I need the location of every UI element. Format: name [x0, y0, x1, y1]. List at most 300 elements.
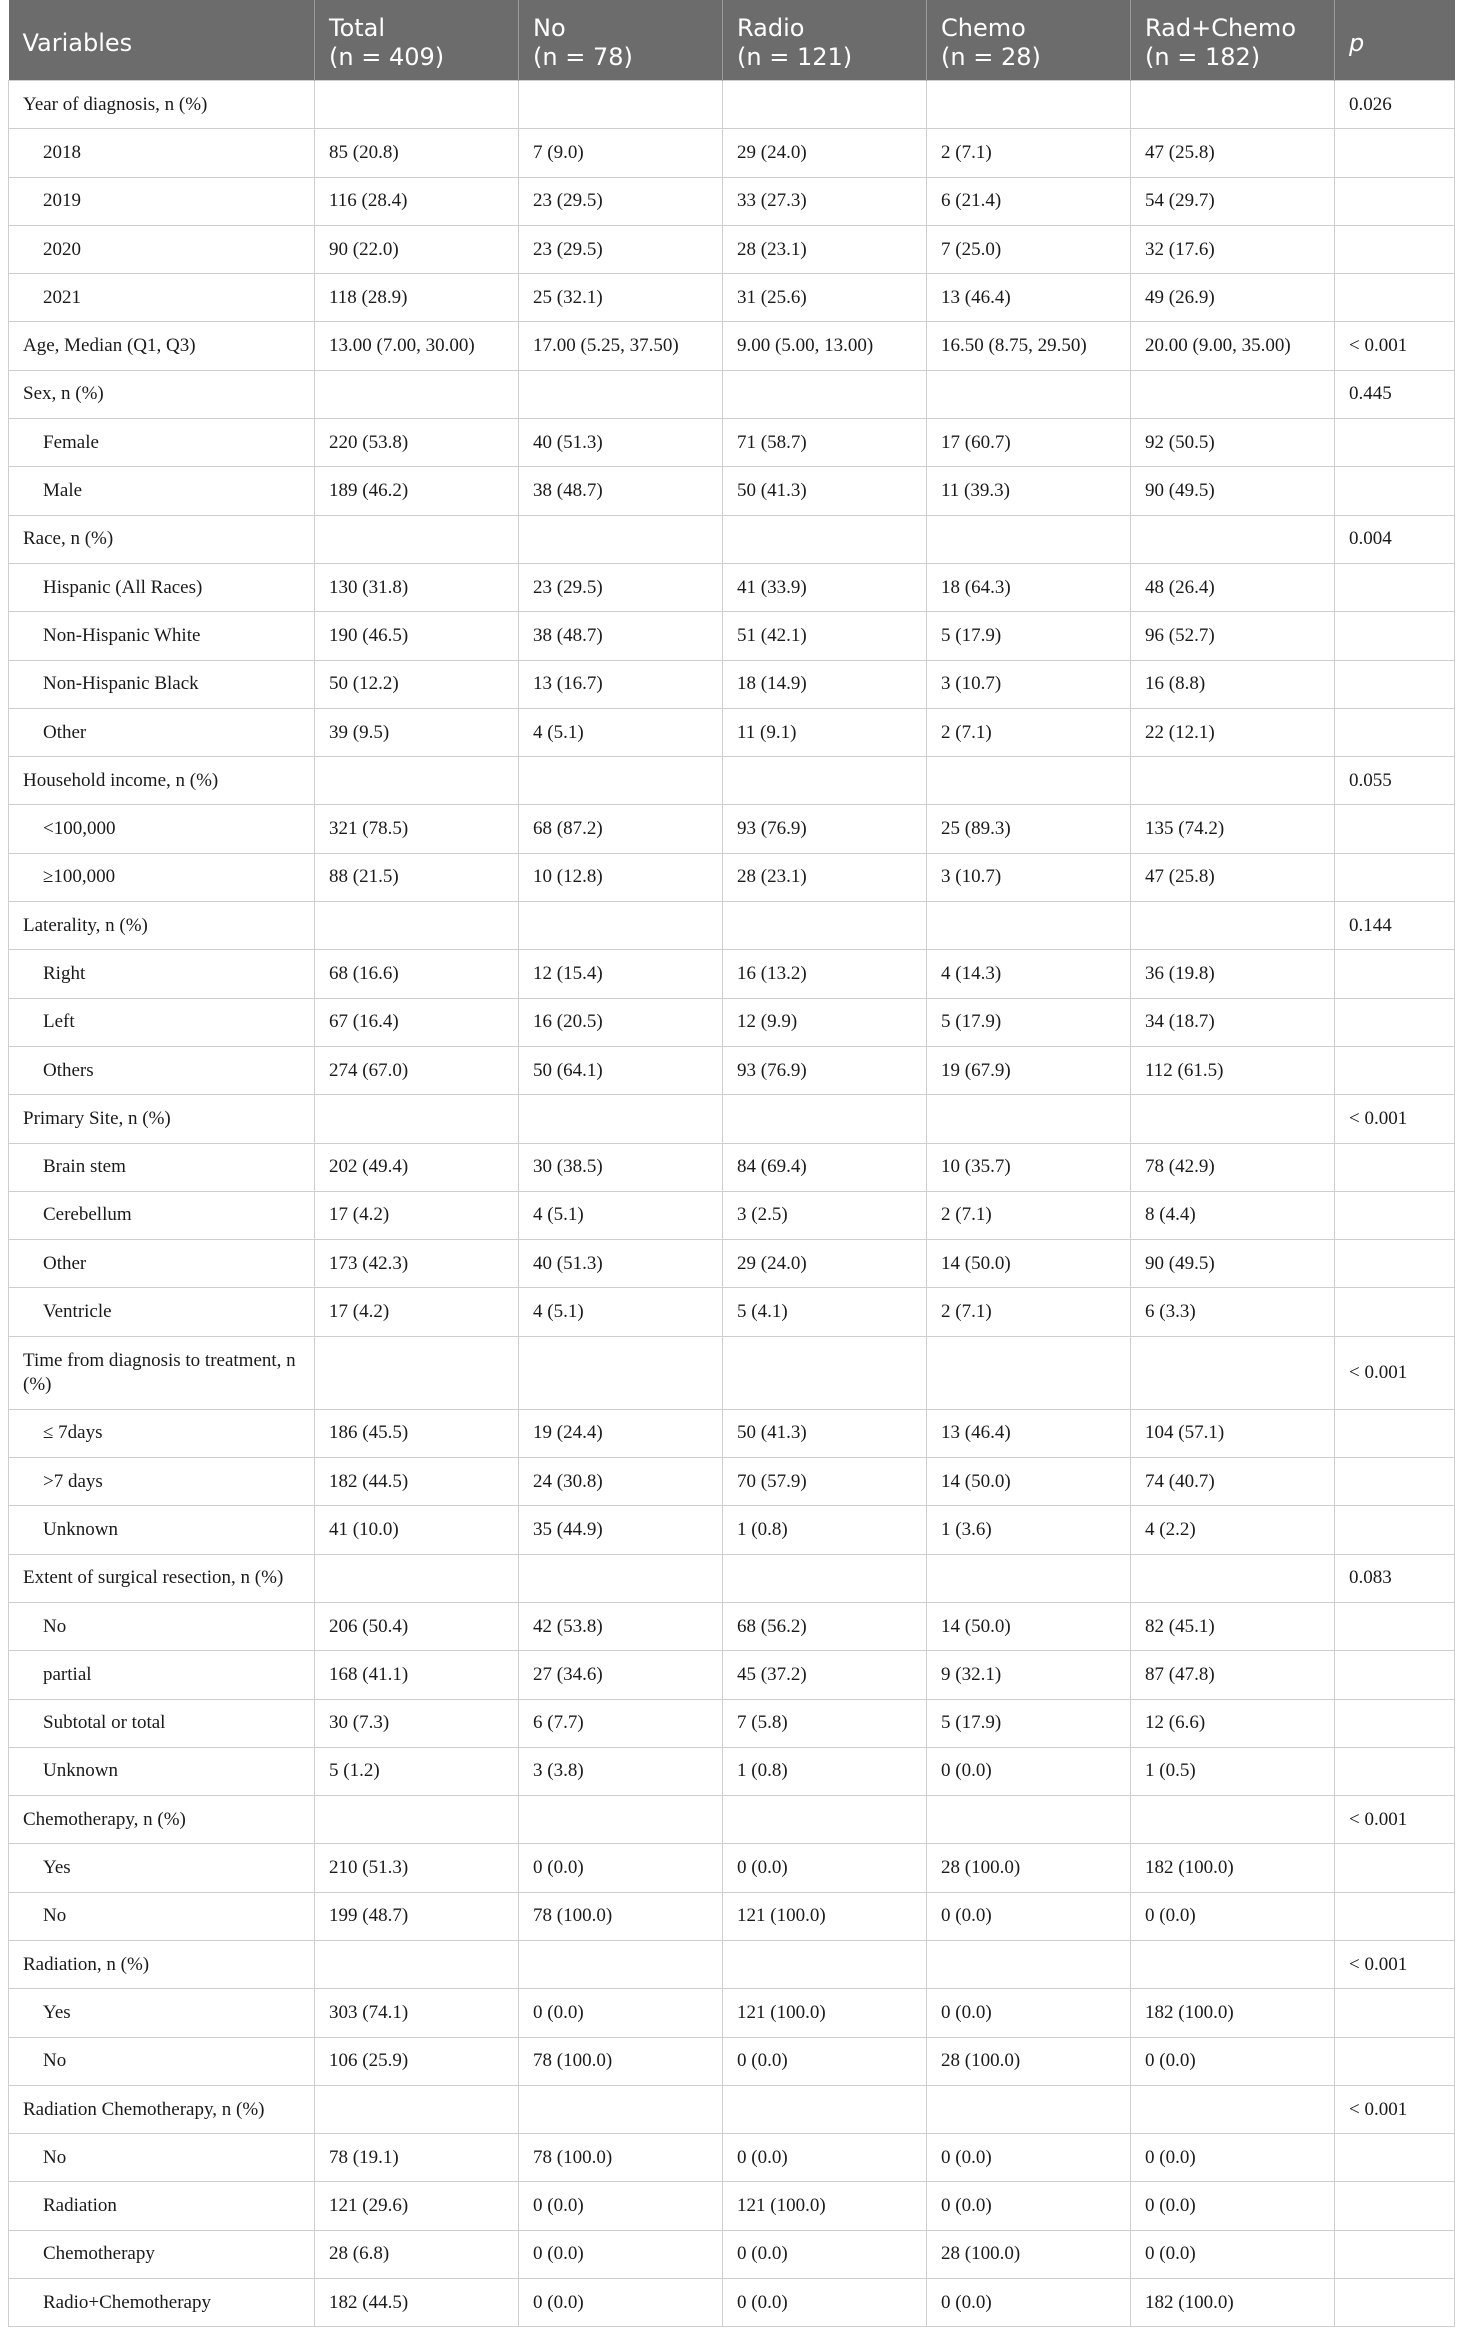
chemo-cell: 0 (0.0): [927, 2134, 1131, 2182]
total-cell: [315, 515, 519, 563]
no-cell: 3 (3.8): [519, 1747, 723, 1795]
radio-cell: [723, 370, 927, 418]
radio-cell: [723, 1554, 927, 1602]
radio-cell: 1 (0.8): [723, 1747, 927, 1795]
total-cell: 130 (31.8): [315, 563, 519, 611]
header-label: p: [1349, 28, 1365, 57]
table-row: [9, 2182, 1455, 2230]
rad-chemo-cell: 47 (25.8): [1131, 853, 1335, 901]
variable-cell: Non-Hispanic White: [9, 612, 315, 660]
no-cell: 40 (51.3): [519, 1240, 723, 1288]
p-value-cell: [1335, 563, 1455, 611]
radio-cell: 18 (14.9): [723, 660, 927, 708]
rad-chemo-cell: [1131, 370, 1335, 418]
chemo-cell: 25 (89.3): [927, 805, 1131, 853]
rad-chemo-cell: [1131, 1095, 1335, 1143]
no-cell: 23 (29.5): [519, 177, 723, 225]
table-row: [9, 225, 1455, 273]
radio-cell: 29 (24.0): [723, 129, 927, 177]
rad-chemo-cell: 32 (17.6): [1131, 225, 1335, 273]
p-value-cell: [1335, 660, 1455, 708]
p-value-cell: [1335, 2230, 1455, 2278]
rad-chemo-cell: 6 (3.3): [1131, 1288, 1335, 1336]
total-cell: [315, 1796, 519, 1844]
no-cell: 38 (48.7): [519, 612, 723, 660]
chemo-cell: 2 (7.1): [927, 1288, 1131, 1336]
rad-chemo-cell: 4 (2.2): [1131, 1506, 1335, 1554]
rad-chemo-cell: 90 (49.5): [1131, 467, 1335, 515]
total-cell: 168 (41.1): [315, 1651, 519, 1699]
rad-chemo-cell: [1131, 1336, 1335, 1409]
chemo-cell: 14 (50.0): [927, 1602, 1131, 1650]
table-row: [9, 708, 1455, 756]
total-cell: [315, 1554, 519, 1602]
rad-chemo-cell: 54 (29.7): [1131, 177, 1335, 225]
table-row: [9, 2230, 1455, 2278]
radio-cell: [723, 902, 927, 950]
chemo-cell: 5 (17.9): [927, 1699, 1131, 1747]
no-cell: [519, 1095, 723, 1143]
rad-chemo-cell: [1131, 2085, 1335, 2133]
radio-cell: 84 (69.4): [723, 1143, 927, 1191]
table-row-group: [9, 1336, 1455, 1409]
table-row: [9, 1989, 1455, 2037]
table-row: [9, 1458, 1455, 1506]
total-cell: 85 (20.8): [315, 129, 519, 177]
p-value-cell: [1335, 467, 1455, 515]
total-cell: 30 (7.3): [315, 1699, 519, 1747]
table-row: [9, 177, 1455, 225]
radio-cell: 16 (13.2): [723, 950, 927, 998]
total-cell: 68 (16.6): [315, 950, 519, 998]
table-row: [9, 467, 1455, 515]
total-cell: [315, 2085, 519, 2133]
rad-chemo-cell: 182 (100.0): [1131, 2279, 1335, 2327]
radio-cell: 11 (9.1): [723, 708, 927, 756]
variable-cell: partial: [9, 1651, 315, 1699]
no-cell: 23 (29.5): [519, 563, 723, 611]
radio-cell: 5 (4.1): [723, 1288, 927, 1336]
p-value-cell: [1335, 225, 1455, 273]
table-row-group: [9, 1095, 1455, 1143]
radio-cell: 0 (0.0): [723, 2230, 927, 2278]
total-cell: 116 (28.4): [315, 177, 519, 225]
variable-cell: >7 days: [9, 1458, 315, 1506]
table-row-group: [9, 81, 1455, 129]
rad-chemo-cell: [1131, 757, 1335, 805]
header-label: Variables: [22, 28, 133, 57]
no-cell: 23 (29.5): [519, 225, 723, 273]
chemo-cell: 28 (100.0): [927, 1844, 1131, 1892]
chemo-cell: 5 (17.9): [927, 998, 1131, 1046]
table-container: [8, 0, 1454, 2327]
total-cell: [315, 370, 519, 418]
chemo-cell: 0 (0.0): [927, 1892, 1131, 1940]
total-cell: 39 (9.5): [315, 708, 519, 756]
p-value-cell: < 0.001: [1335, 2085, 1455, 2133]
header-count: (n = 182): [1145, 43, 1261, 71]
radio-cell: 121 (100.0): [723, 1989, 927, 2037]
radio-cell: 7 (5.8): [723, 1699, 927, 1747]
table-row-group: [9, 322, 1455, 370]
p-value-cell: < 0.001: [1335, 1796, 1455, 1844]
total-cell: 118 (28.9): [315, 274, 519, 322]
table-row-group: [9, 757, 1455, 805]
header-total: [315, 0, 519, 81]
total-cell: 202 (49.4): [315, 1143, 519, 1191]
no-cell: 50 (64.1): [519, 1046, 723, 1094]
no-cell: [519, 2085, 723, 2133]
radio-cell: [723, 515, 927, 563]
rad-chemo-cell: 0 (0.0): [1131, 2182, 1335, 2230]
variable-cell: Radiation: [9, 2182, 315, 2230]
p-value-cell: < 0.001: [1335, 322, 1455, 370]
header-chemo: [927, 0, 1131, 81]
chemo-cell: 19 (67.9): [927, 1046, 1131, 1094]
p-value-cell: [1335, 1747, 1455, 1795]
radio-cell: 0 (0.0): [723, 2134, 927, 2182]
rad-chemo-cell: 82 (45.1): [1131, 1602, 1335, 1650]
table-row: [9, 274, 1455, 322]
total-cell: 199 (48.7): [315, 1892, 519, 1940]
variable-cell: Age, Median (Q1, Q3): [9, 322, 315, 370]
total-cell: 274 (67.0): [315, 1046, 519, 1094]
total-cell: 206 (50.4): [315, 1602, 519, 1650]
table-row: [9, 660, 1455, 708]
total-cell: 220 (53.8): [315, 419, 519, 467]
chemo-cell: [927, 1796, 1131, 1844]
p-value-cell: [1335, 1409, 1455, 1457]
rad-chemo-cell: 92 (50.5): [1131, 419, 1335, 467]
no-cell: 6 (7.7): [519, 1699, 723, 1747]
table-row: [9, 805, 1455, 853]
total-cell: 17 (4.2): [315, 1288, 519, 1336]
total-cell: 88 (21.5): [315, 853, 519, 901]
no-cell: 0 (0.0): [519, 1989, 723, 2037]
chemo-cell: 0 (0.0): [927, 1989, 1131, 2037]
variable-cell: Left: [9, 998, 315, 1046]
chemo-cell: 4 (14.3): [927, 950, 1131, 998]
chemo-cell: 6 (21.4): [927, 177, 1131, 225]
chemo-cell: 13 (46.4): [927, 1409, 1131, 1457]
header-label: No: [533, 14, 566, 42]
variable-cell: ≤ 7days: [9, 1409, 315, 1457]
variable-cell: Radiation Chemotherapy, n (%): [9, 2085, 315, 2133]
data-table: [8, 0, 1455, 2327]
p-value-cell: [1335, 1506, 1455, 1554]
chemo-cell: 16.50 (8.75, 29.50): [927, 322, 1131, 370]
p-value-cell: [1335, 1458, 1455, 1506]
no-cell: [519, 757, 723, 805]
chemo-cell: [927, 1554, 1131, 1602]
variable-cell: ≥100,000: [9, 853, 315, 901]
p-value-cell: < 0.001: [1335, 1940, 1455, 1988]
rad-chemo-cell: 47 (25.8): [1131, 129, 1335, 177]
radio-cell: [723, 1095, 927, 1143]
variable-cell: Cerebellum: [9, 1191, 315, 1239]
rad-chemo-cell: [1131, 515, 1335, 563]
radio-cell: [723, 2085, 927, 2133]
p-value-cell: [1335, 177, 1455, 225]
rad-chemo-cell: 16 (8.8): [1131, 660, 1335, 708]
table-row: [9, 129, 1455, 177]
chemo-cell: 10 (35.7): [927, 1143, 1131, 1191]
p-value-cell: [1335, 612, 1455, 660]
variable-cell: Primary Site, n (%): [9, 1095, 315, 1143]
table-row: [9, 1191, 1455, 1239]
variable-cell: No: [9, 1892, 315, 1940]
rad-chemo-cell: 34 (18.7): [1131, 998, 1335, 1046]
radio-cell: 0 (0.0): [723, 1844, 927, 1892]
p-value-cell: [1335, 2279, 1455, 2327]
p-value-cell: [1335, 708, 1455, 756]
no-cell: [519, 1336, 723, 1409]
header-label: Radio: [737, 14, 805, 42]
rad-chemo-cell: 36 (19.8): [1131, 950, 1335, 998]
rad-chemo-cell: 87 (47.8): [1131, 1651, 1335, 1699]
variable-cell: Unknown: [9, 1747, 315, 1795]
header-p-value: [1335, 0, 1455, 81]
chemo-cell: 1 (3.6): [927, 1506, 1131, 1554]
p-value-cell: [1335, 1844, 1455, 1892]
p-value-cell: [1335, 1046, 1455, 1094]
table-row-group: [9, 370, 1455, 418]
table-row: [9, 612, 1455, 660]
variable-cell: Subtotal or total: [9, 1699, 315, 1747]
radio-cell: 0 (0.0): [723, 2279, 927, 2327]
total-cell: 186 (45.5): [315, 1409, 519, 1457]
total-cell: 190 (46.5): [315, 612, 519, 660]
no-cell: 30 (38.5): [519, 1143, 723, 1191]
header-count: (n = 28): [941, 43, 1041, 71]
no-cell: 40 (51.3): [519, 419, 723, 467]
total-cell: 210 (51.3): [315, 1844, 519, 1892]
p-value-cell: < 0.001: [1335, 1336, 1455, 1409]
p-value-cell: < 0.001: [1335, 1095, 1455, 1143]
total-cell: [315, 757, 519, 805]
variable-cell: Radio+Chemotherapy: [9, 2279, 315, 2327]
chemo-cell: 14 (50.0): [927, 1458, 1131, 1506]
chemo-cell: [927, 81, 1131, 129]
chemo-cell: [927, 1095, 1131, 1143]
no-cell: 0 (0.0): [519, 1844, 723, 1892]
p-value-cell: [1335, 2134, 1455, 2182]
radio-cell: 28 (23.1): [723, 225, 927, 273]
table-row: [9, 2134, 1455, 2182]
radio-cell: 1 (0.8): [723, 1506, 927, 1554]
radio-cell: 70 (57.9): [723, 1458, 927, 1506]
header-no: [519, 0, 723, 81]
no-cell: [519, 515, 723, 563]
no-cell: 35 (44.9): [519, 1506, 723, 1554]
header-count: (n = 121): [737, 43, 853, 71]
variable-cell: Chemotherapy: [9, 2230, 315, 2278]
variable-cell: Yes: [9, 1844, 315, 1892]
chemo-cell: 14 (50.0): [927, 1240, 1131, 1288]
header-label: Total: [329, 14, 386, 42]
chemo-cell: 28 (100.0): [927, 2230, 1131, 2278]
total-cell: 13.00 (7.00, 30.00): [315, 322, 519, 370]
chemo-cell: 13 (46.4): [927, 274, 1131, 322]
table-row-group: [9, 1796, 1455, 1844]
p-value-cell: [1335, 2182, 1455, 2230]
chemo-cell: [927, 757, 1131, 805]
chemo-cell: 9 (32.1): [927, 1651, 1131, 1699]
rad-chemo-cell: 0 (0.0): [1131, 2037, 1335, 2085]
radio-cell: 51 (42.1): [723, 612, 927, 660]
radio-cell: 29 (24.0): [723, 1240, 927, 1288]
header-count: (n = 409): [329, 43, 445, 71]
chemo-cell: [927, 515, 1131, 563]
table-row: [9, 1651, 1455, 1699]
radio-cell: 68 (56.2): [723, 1602, 927, 1650]
radio-cell: [723, 1940, 927, 1988]
no-cell: 7 (9.0): [519, 129, 723, 177]
header-label: Rad+Chemo: [1145, 14, 1296, 42]
p-value-cell: [1335, 2037, 1455, 2085]
variable-cell: Yes: [9, 1989, 315, 2037]
header-variables: [9, 0, 315, 81]
p-value-cell: [1335, 1699, 1455, 1747]
table-row: [9, 1892, 1455, 1940]
p-value-cell: [1335, 1989, 1455, 2037]
total-cell: 182 (44.5): [315, 1458, 519, 1506]
radio-cell: 50 (41.3): [723, 467, 927, 515]
total-cell: [315, 81, 519, 129]
radio-cell: 41 (33.9): [723, 563, 927, 611]
total-cell: 78 (19.1): [315, 2134, 519, 2182]
p-value-cell: 0.055: [1335, 757, 1455, 805]
no-cell: 38 (48.7): [519, 467, 723, 515]
variable-cell: Ventricle: [9, 1288, 315, 1336]
variable-cell: Unknown: [9, 1506, 315, 1554]
no-cell: 17.00 (5.25, 37.50): [519, 322, 723, 370]
chemo-cell: 2 (7.1): [927, 129, 1131, 177]
rad-chemo-cell: 0 (0.0): [1131, 2134, 1335, 2182]
chemo-cell: 17 (60.7): [927, 419, 1131, 467]
no-cell: 4 (5.1): [519, 708, 723, 756]
p-value-cell: [1335, 1240, 1455, 1288]
table-row: [9, 1747, 1455, 1795]
table-row: [9, 2279, 1455, 2327]
variable-cell: Laterality, n (%): [9, 902, 315, 950]
chemo-cell: 3 (10.7): [927, 853, 1131, 901]
total-cell: 189 (46.2): [315, 467, 519, 515]
table-row: [9, 1288, 1455, 1336]
rad-chemo-cell: 112 (61.5): [1131, 1046, 1335, 1094]
no-cell: 4 (5.1): [519, 1191, 723, 1239]
variable-cell: Time from diagnosis to treatment, n (%): [9, 1336, 315, 1409]
p-value-cell: [1335, 1602, 1455, 1650]
radio-cell: 31 (25.6): [723, 274, 927, 322]
variable-cell: Right: [9, 950, 315, 998]
header-radio: [723, 0, 927, 81]
no-cell: 0 (0.0): [519, 2230, 723, 2278]
table-row: [9, 419, 1455, 467]
rad-chemo-cell: 90 (49.5): [1131, 1240, 1335, 1288]
radio-cell: 93 (76.9): [723, 1046, 927, 1094]
table-header: [9, 0, 1455, 81]
rad-chemo-cell: 48 (26.4): [1131, 563, 1335, 611]
chemo-cell: 18 (64.3): [927, 563, 1131, 611]
no-cell: 68 (87.2): [519, 805, 723, 853]
variable-cell: Other: [9, 1240, 315, 1288]
table-row-group: [9, 515, 1455, 563]
radio-cell: 28 (23.1): [723, 853, 927, 901]
p-value-cell: [1335, 1191, 1455, 1239]
variable-cell: Chemotherapy, n (%): [9, 1796, 315, 1844]
chemo-cell: 7 (25.0): [927, 225, 1131, 273]
no-cell: 16 (20.5): [519, 998, 723, 1046]
total-cell: 321 (78.5): [315, 805, 519, 853]
chemo-cell: 0 (0.0): [927, 2182, 1131, 2230]
variable-cell: No: [9, 2134, 315, 2182]
p-value-cell: 0.083: [1335, 1554, 1455, 1602]
chemo-cell: [927, 2085, 1131, 2133]
no-cell: [519, 1554, 723, 1602]
no-cell: 78 (100.0): [519, 2037, 723, 2085]
variable-cell: <100,000: [9, 805, 315, 853]
p-value-cell: [1335, 998, 1455, 1046]
variable-cell: Non-Hispanic Black: [9, 660, 315, 708]
rad-chemo-cell: 8 (4.4): [1131, 1191, 1335, 1239]
total-cell: [315, 1940, 519, 1988]
table-row: [9, 1240, 1455, 1288]
variable-cell: Race, n (%): [9, 515, 315, 563]
chemo-cell: [927, 370, 1131, 418]
no-cell: 19 (24.4): [519, 1409, 723, 1457]
radio-cell: 3 (2.5): [723, 1191, 927, 1239]
table-row: [9, 1602, 1455, 1650]
variable-cell: Extent of surgical resection, n (%): [9, 1554, 315, 1602]
no-cell: [519, 1940, 723, 1988]
table-row: [9, 563, 1455, 611]
no-cell: 42 (53.8): [519, 1602, 723, 1650]
p-value-cell: [1335, 1143, 1455, 1191]
radio-cell: 9.00 (5.00, 13.00): [723, 322, 927, 370]
rad-chemo-cell: 74 (40.7): [1131, 1458, 1335, 1506]
no-cell: [519, 1796, 723, 1844]
rad-chemo-cell: 20.00 (9.00, 35.00): [1131, 322, 1335, 370]
no-cell: [519, 370, 723, 418]
rad-chemo-cell: 182 (100.0): [1131, 1844, 1335, 1892]
p-value-cell: [1335, 950, 1455, 998]
table-body: [9, 81, 1455, 2327]
rad-chemo-cell: [1131, 1796, 1335, 1844]
rad-chemo-cell: [1131, 1554, 1335, 1602]
header-count: (n = 78): [533, 43, 633, 71]
variable-cell: 2019: [9, 177, 315, 225]
p-value-cell: [1335, 419, 1455, 467]
variable-cell: Hispanic (All Races): [9, 563, 315, 611]
radio-cell: [723, 757, 927, 805]
variable-cell: Brain stem: [9, 1143, 315, 1191]
p-value-cell: 0.026: [1335, 81, 1455, 129]
no-cell: 10 (12.8): [519, 853, 723, 901]
p-value-cell: 0.004: [1335, 515, 1455, 563]
variable-cell: Others: [9, 1046, 315, 1094]
chemo-cell: [927, 1940, 1131, 1988]
table-row: [9, 1409, 1455, 1457]
table-row: [9, 853, 1455, 901]
rad-chemo-cell: 104 (57.1): [1131, 1409, 1335, 1457]
table-row: [9, 950, 1455, 998]
header-rad-chemo: [1131, 0, 1335, 81]
chemo-cell: 0 (0.0): [927, 2279, 1131, 2327]
no-cell: 0 (0.0): [519, 2182, 723, 2230]
radio-cell: 50 (41.3): [723, 1409, 927, 1457]
radio-cell: 33 (27.3): [723, 177, 927, 225]
